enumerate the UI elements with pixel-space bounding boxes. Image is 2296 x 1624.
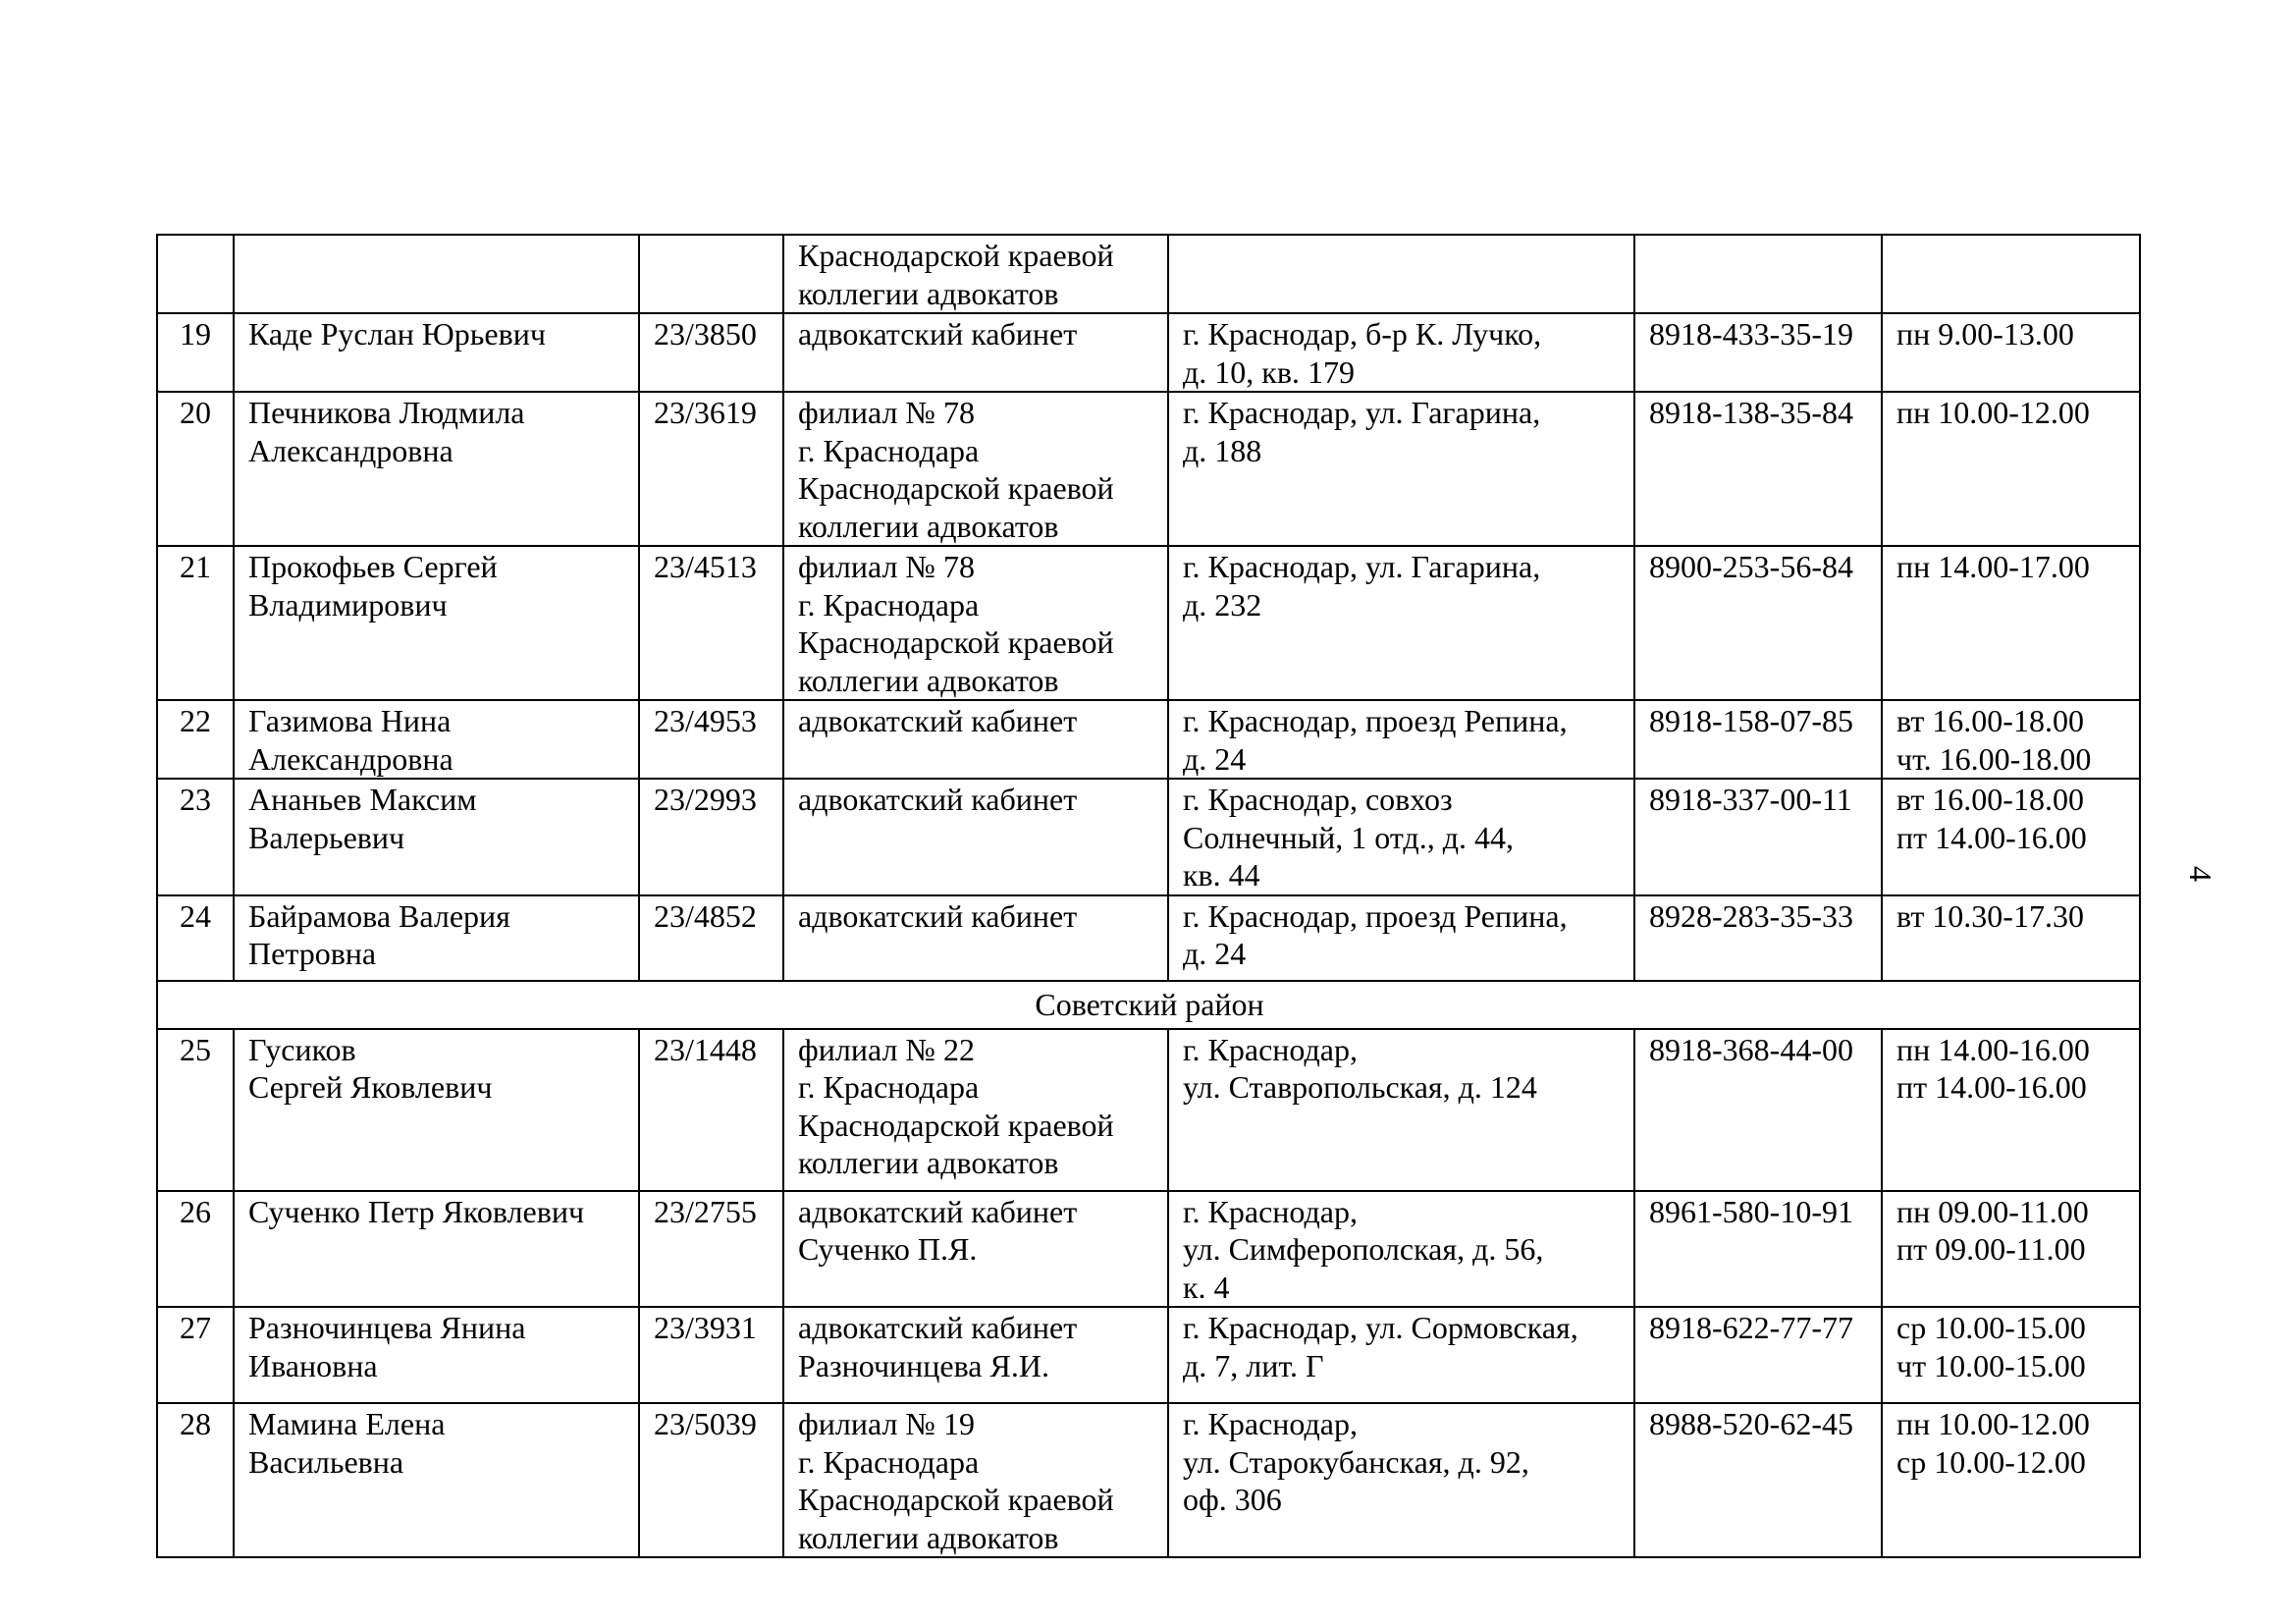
cell-address: г. Краснодар, совхоз Солнечный, 1 отд., д. 44, кв. 44: [1168, 779, 1634, 895]
cell-registry-number: 23/2755: [639, 1191, 783, 1308]
cell-lawyer-name: Каде Руслан Юрьевич: [234, 313, 639, 392]
cell-reception-hours: пн 09.00-11.00 пт 09.00-11.00: [1882, 1191, 2140, 1308]
table-row: [157, 700, 2140, 779]
cell-reception-hours: вт 16.00-18.00 чт. 16.00-18.00: [1882, 700, 2140, 779]
cell-lawyer-name: Прокофьев Сергей Владимирович: [234, 546, 639, 700]
cell-organization: адвокатский кабинет Сученко П.Я.: [783, 1191, 1168, 1308]
cell-phone: 8900-253-56-84: [1634, 546, 1882, 700]
cell-number: 24: [157, 895, 234, 981]
cell-number: 20: [157, 392, 234, 546]
cell-lawyer-name: Байрамова Валерия Петровна: [234, 895, 639, 981]
cell-registry-number: 23/1448: [639, 1029, 783, 1191]
cell-number: 23: [157, 779, 234, 895]
cell-organization: адвокатский кабинет Разночинцева Я.И.: [783, 1307, 1168, 1403]
cell-address: г. Краснодар, ул. Симферополская, д. 56, к. 4: [1168, 1191, 1634, 1308]
cell-phone: 8961-580-10-91: [1634, 1191, 1882, 1308]
table-row: [157, 235, 2140, 313]
cell-lawyer-name: Сученко Петр Яковлевич: [234, 1191, 639, 1308]
table-row: [157, 1029, 2140, 1191]
cell-address: г. Краснодар, проезд Репина, д. 24: [1168, 700, 1634, 779]
cell-phone: 8918-138-35-84: [1634, 392, 1882, 546]
cell-lawyer-name: Мамина Елена Васильевна: [234, 1403, 639, 1557]
cell-organization: адвокатский кабинет: [783, 313, 1168, 392]
cell-phone: 8918-337-00-11: [1634, 779, 1882, 895]
table-row: [157, 1307, 2140, 1403]
cell-registry-number: 23/5039: [639, 1403, 783, 1557]
cell-address: г. Краснодар, б-р К. Лучко, д. 10, кв. 179: [1168, 313, 1634, 392]
table-row: [157, 779, 2140, 895]
cell-address: г. Краснодар, ул. Старокубанская, д. 92, оф. 306: [1168, 1403, 1634, 1557]
cell-number: 21: [157, 546, 234, 700]
page-number: 4: [2183, 866, 2218, 882]
cell-organization: филиал № 78 г. Краснодара Краснодарской краевой коллегии адвокатов: [783, 392, 1168, 546]
table-body: [157, 235, 2140, 1557]
cell-address: г. Краснодар, ул. Гагарина, д. 188: [1168, 392, 1634, 546]
cell-reception-hours: [1882, 235, 2140, 313]
cell-phone: 8928-283-35-33: [1634, 895, 1882, 981]
cell-registry-number: 23/4513: [639, 546, 783, 700]
cell-reception-hours: ср 10.00-15.00 чт 10.00-15.00: [1882, 1307, 2140, 1403]
table-row: [157, 895, 2140, 981]
cell-phone: 8918-433-35-19: [1634, 313, 1882, 392]
cell-lawyer-name: Газимова Нина Александровна: [234, 700, 639, 779]
cell-phone: [1634, 235, 1882, 313]
cell-lawyer-name: Печникова Людмила Александровна: [234, 392, 639, 546]
cell-number: [157, 235, 234, 313]
cell-address: г. Краснодар, ул. Сормовская, д. 7, лит. Г: [1168, 1307, 1634, 1403]
cell-phone: 8918-622-77-77: [1634, 1307, 1882, 1403]
cell-reception-hours: пн 10.00-12.00: [1882, 392, 2140, 546]
cell-phone: 8918-158-07-85: [1634, 700, 1882, 779]
cell-phone: 8988-520-62-45: [1634, 1403, 1882, 1557]
cell-number: 19: [157, 313, 234, 392]
cell-reception-hours: пн 14.00-16.00 пт 14.00-16.00: [1882, 1029, 2140, 1191]
cell-registry-number: 23/4852: [639, 895, 783, 981]
cell-number: 26: [157, 1191, 234, 1308]
cell-registry-number: 23/3850: [639, 313, 783, 392]
cell-reception-hours: вт 16.00-18.00 пт 14.00-16.00: [1882, 779, 2140, 895]
cell-organization: Краснодарской краевой коллегии адвокатов: [783, 235, 1168, 313]
table-row: [157, 546, 2140, 700]
cell-organization: филиал № 19 г. Краснодара Краснодарской краевой коллегии адвокатов: [783, 1403, 1168, 1557]
cell-reception-hours: вт 10.30-17.30: [1882, 895, 2140, 981]
cell-address: [1168, 235, 1634, 313]
cell-lawyer-name: [234, 235, 639, 313]
cell-registry-number: 23/3931: [639, 1307, 783, 1403]
cell-reception-hours: пн 14.00-17.00: [1882, 546, 2140, 700]
cell-lawyer-name: Гусиков Сергей Яковлевич: [234, 1029, 639, 1191]
section-title: Советский район: [157, 981, 2140, 1029]
cell-address: г. Краснодар, проезд Репина, д. 24: [1168, 895, 1634, 981]
cell-address: г. Краснодар, ул. Гагарина, д. 232: [1168, 546, 1634, 700]
cell-organization: адвокатский кабинет: [783, 700, 1168, 779]
cell-address: г. Краснодар, ул. Ставропольская, д. 124: [1168, 1029, 1634, 1191]
cell-reception-hours: пн 10.00-12.00 ср 10.00-12.00: [1882, 1403, 2140, 1557]
cell-reception-hours: пн 9.00-13.00: [1882, 313, 2140, 392]
table-row: [157, 313, 2140, 392]
cell-organization: филиал № 22 г. Краснодара Краснодарской краевой коллегии адвокатов: [783, 1029, 1168, 1191]
section-row: [157, 981, 2140, 1029]
cell-registry-number: 23/4953: [639, 700, 783, 779]
cell-registry-number: 23/3619: [639, 392, 783, 546]
cell-number: 25: [157, 1029, 234, 1191]
cell-lawyer-name: Разночинцева Янина Ивановна: [234, 1307, 639, 1403]
cell-number: 28: [157, 1403, 234, 1557]
lawyers-table: [156, 234, 2141, 1558]
cell-registry-number: [639, 235, 783, 313]
cell-organization: адвокатский кабинет: [783, 779, 1168, 895]
cell-lawyer-name: Ананьев Максим Валерьевич: [234, 779, 639, 895]
cell-phone: 8918-368-44-00: [1634, 1029, 1882, 1191]
cell-organization: филиал № 78 г. Краснодара Краснодарской краевой коллегии адвокатов: [783, 546, 1168, 700]
table-row: [157, 1403, 2140, 1557]
table-row: [157, 1191, 2140, 1308]
cell-organization: адвокатский кабинет: [783, 895, 1168, 981]
cell-number: 27: [157, 1307, 234, 1403]
cell-registry-number: 23/2993: [639, 779, 783, 895]
cell-number: 22: [157, 700, 234, 779]
table-row: [157, 392, 2140, 546]
